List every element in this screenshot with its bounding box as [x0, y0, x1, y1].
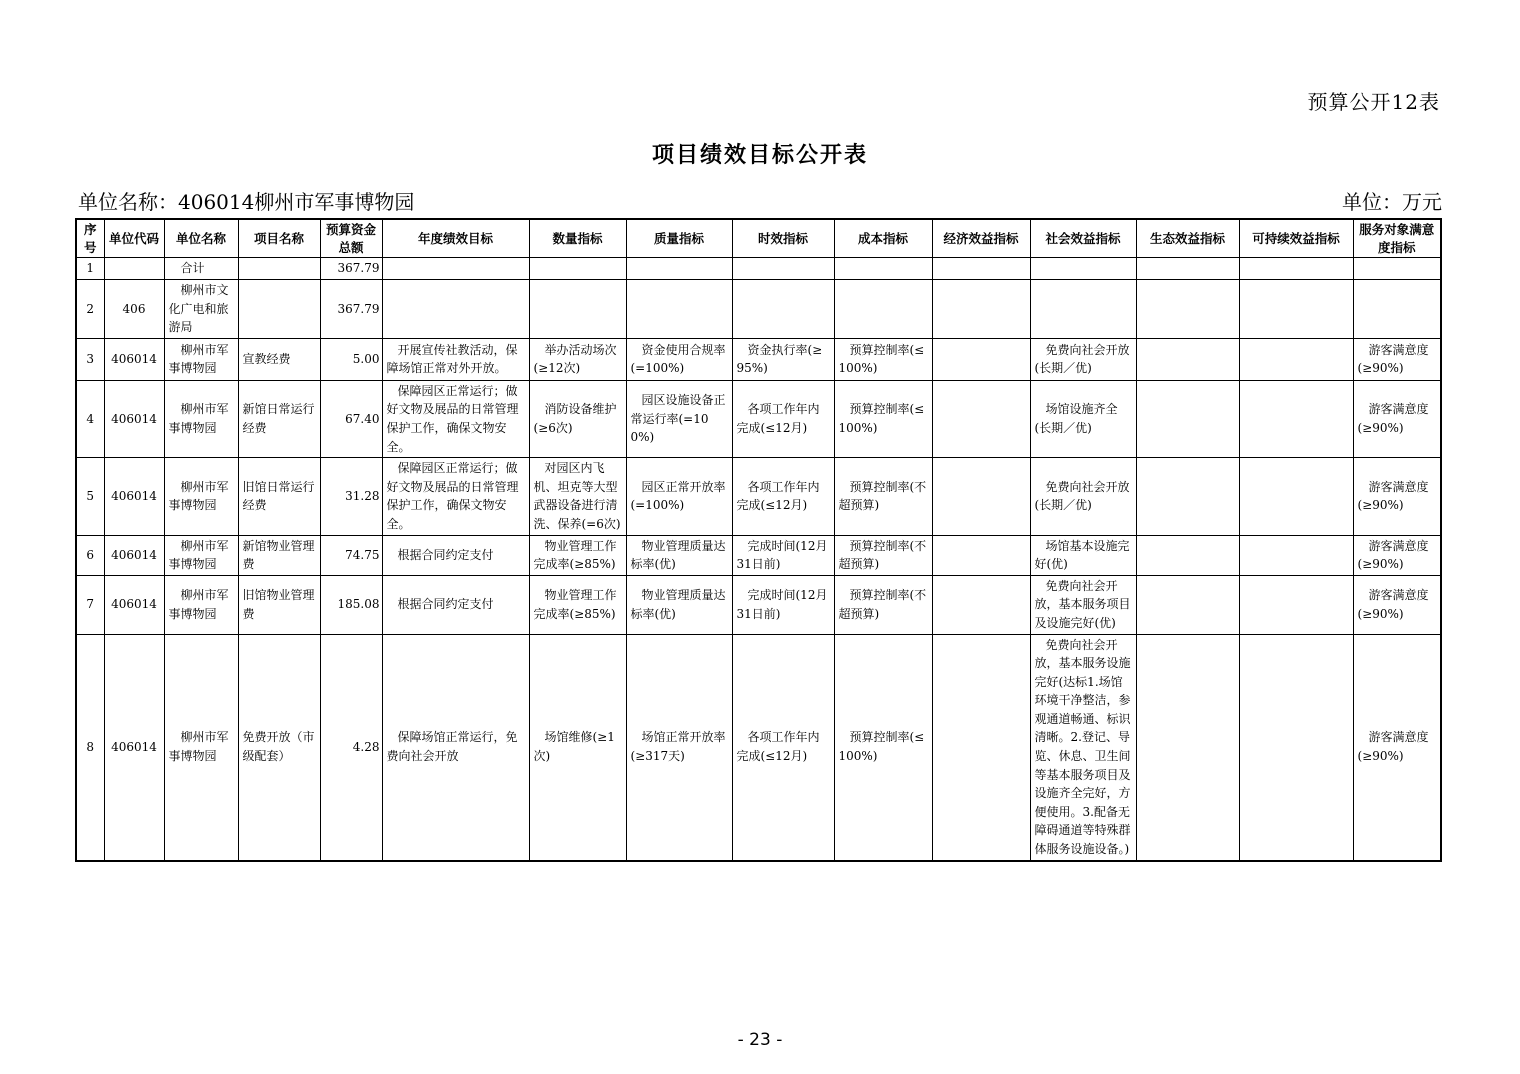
table-cell [382, 258, 529, 280]
table-cell: 预算控制率(不超预算) [834, 575, 932, 634]
header-cell-5: 年度绩效目标 [382, 219, 529, 258]
table-cell [1136, 634, 1239, 861]
table-cell: 预算控制率(≤100%) [834, 338, 932, 380]
table-cell [1136, 535, 1239, 575]
table-cell: 游客满意度(≥90%) [1353, 634, 1441, 861]
table-cell: 游客满意度(≥90%) [1353, 338, 1441, 380]
table-cell [104, 258, 164, 280]
table-cell: 根据合同约定支付 [382, 535, 529, 575]
table-cell: 柳州市军事博物园 [164, 380, 238, 457]
header-cell-14: 服务对象满意度指标 [1353, 219, 1441, 258]
table-cell: 406014 [104, 575, 164, 634]
table-cell [1136, 258, 1239, 280]
table-cell [1353, 280, 1441, 339]
table-cell: 6 [76, 535, 104, 575]
table-cell: 对园区内飞机、坦克等大型武器设备进行清洗、保养(=6次) [529, 458, 626, 535]
header-cell-4: 预算资金总额 [320, 219, 382, 258]
header-cell-11: 社会效益指标 [1030, 219, 1136, 258]
table-cell: 柳州市军事博物园 [164, 535, 238, 575]
table-row [76, 535, 1441, 575]
table-cell [932, 535, 1030, 575]
table-cell [932, 458, 1030, 535]
table-cell [529, 258, 626, 280]
table-cell [1239, 258, 1353, 280]
header-cell-2: 单位名称 [164, 219, 238, 258]
table-row [76, 575, 1441, 634]
table-cell: 367.79 [320, 258, 382, 280]
table-cell: 完成时间(12月31日前) [732, 575, 834, 634]
table-cell: 场馆维修(≥1次) [529, 634, 626, 861]
header-cell-1: 单位代码 [104, 219, 164, 258]
table-meta-row [78, 186, 1442, 215]
table-cell: 5.00 [320, 338, 382, 380]
table-cell: 4 [76, 380, 104, 457]
unit-name-label: 单位名称：406014柳州市军事博物园 [78, 190, 415, 214]
table-cell [1239, 575, 1353, 634]
table-header [76, 219, 1441, 258]
table-cell: 预算控制率(不超预算) [834, 535, 932, 575]
table-cell: 1 [76, 258, 104, 280]
table-cell [1239, 458, 1353, 535]
table-cell [1239, 380, 1353, 457]
doc-series-label: 预算公开12表 [1307, 90, 1440, 114]
table-cell: 合计 [164, 258, 238, 280]
table-cell: 3 [76, 338, 104, 380]
table-cell [732, 258, 834, 280]
table-cell [932, 575, 1030, 634]
unit-money-label: 单位：万元 [1342, 190, 1442, 214]
table-cell: 406014 [104, 338, 164, 380]
table-cell: 406014 [104, 380, 164, 457]
table-cell: 旧馆日常运行经费 [238, 458, 320, 535]
table-cell [834, 258, 932, 280]
table-cell: 柳州市军事博物园 [164, 575, 238, 634]
table-cell: 预算控制率(≤100%) [834, 380, 932, 457]
table-cell: 免费向社会开放，基本服务设施完好(达标1.场馆环境干净整洁，参观通道畅通、标识清晰。2.登记、导览、休息、卫生间等基本服务项目及设施齐全完好，方便使用。3.配备无障碍通道等特殊群体服务设施设备。) [1030, 634, 1136, 861]
table-cell: 柳州市军事博物园 [164, 458, 238, 535]
table-cell: 物业管理质量达标率(优) [626, 535, 732, 575]
table-cell: 67.40 [320, 380, 382, 457]
table-cell: 31.28 [320, 458, 382, 535]
table-cell: 406014 [104, 634, 164, 861]
table-cell [1030, 258, 1136, 280]
table-cell: 开展宣传社教活动，保障场馆正常对外开放。 [382, 338, 529, 380]
table-cell: 185.08 [320, 575, 382, 634]
header-cell-0: 序号 [76, 219, 104, 258]
table-cell: 各项工作年内完成(≤12月) [732, 634, 834, 861]
table-cell: 4.28 [320, 634, 382, 861]
header-cell-8: 时效指标 [732, 219, 834, 258]
table-cell: 消防设备维护(≥6次) [529, 380, 626, 457]
table-cell [1136, 280, 1239, 339]
table-body [76, 258, 1441, 861]
table-cell [834, 280, 932, 339]
table-cell [238, 280, 320, 339]
table-cell: 7 [76, 575, 104, 634]
table-cell [1353, 258, 1441, 280]
table-cell: 物业管理质量达标率(优) [626, 575, 732, 634]
table-cell: 举办活动场次(≥12次) [529, 338, 626, 380]
table-cell: 免费开放（市级配套） [238, 634, 320, 861]
table-cell: 406014 [104, 535, 164, 575]
table-cell: 游客满意度(≥90%) [1353, 380, 1441, 457]
table-cell: 完成时间(12月31日前) [732, 535, 834, 575]
table-cell: 物业管理工作完成率(≥85%) [529, 535, 626, 575]
table-cell: 旧馆物业管理费 [238, 575, 320, 634]
table-cell: 5 [76, 458, 104, 535]
header-cell-9: 成本指标 [834, 219, 932, 258]
table-cell: 游客满意度(≥90%) [1353, 535, 1441, 575]
header-cell-13: 可持续效益指标 [1239, 219, 1353, 258]
table-cell: 资金执行率(≥95%) [732, 338, 834, 380]
table-row [76, 280, 1441, 339]
table-cell [626, 280, 732, 339]
table-cell [382, 280, 529, 339]
header-cell-12: 生态效益指标 [1136, 219, 1239, 258]
header-cell-10: 经济效益指标 [932, 219, 1030, 258]
table-cell [932, 338, 1030, 380]
table-cell: 各项工作年内完成(≤12月) [732, 380, 834, 457]
header-row [76, 219, 1441, 258]
table-cell [932, 280, 1030, 339]
header-cell-6: 数量指标 [529, 219, 626, 258]
table-cell: 保障场馆正常运行，免费向社会开放 [382, 634, 529, 861]
table-cell [1239, 338, 1353, 380]
table-row [76, 338, 1441, 380]
table-cell: 场馆设施齐全(长期／优) [1030, 380, 1136, 457]
table-cell [1030, 280, 1136, 339]
table-cell [732, 280, 834, 339]
table-cell [932, 258, 1030, 280]
table-cell: 柳州市文化广电和旅游局 [164, 280, 238, 339]
table-cell [626, 258, 732, 280]
table-row [76, 458, 1441, 535]
table-cell: 各项工作年内完成(≤12月) [732, 458, 834, 535]
table-cell [1239, 634, 1353, 861]
table-cell [1239, 535, 1353, 575]
table-cell: 8 [76, 634, 104, 861]
performance-table [75, 218, 1442, 862]
table-cell: 场馆正常开放率(≥317天) [626, 634, 732, 861]
table-cell: 74.75 [320, 535, 382, 575]
table-cell: 免费向社会开放(长期／优) [1030, 338, 1136, 380]
table-cell: 406014 [104, 458, 164, 535]
header-cell-7: 质量指标 [626, 219, 732, 258]
table-cell: 2 [76, 280, 104, 339]
table-cell [932, 380, 1030, 457]
table-cell: 宣教经费 [238, 338, 320, 380]
table-cell: 367.79 [320, 280, 382, 339]
page-number: - 23 - [737, 1030, 783, 1050]
table-cell: 园区设施设备正常运行率(=100%) [626, 380, 732, 457]
table-cell: 柳州市军事博物园 [164, 338, 238, 380]
table-cell: 预算控制率(≤100%) [834, 634, 932, 861]
table-cell: 物业管理工作完成率(≥85%) [529, 575, 626, 634]
table-cell: 根据合同约定支付 [382, 575, 529, 634]
table-cell: 预算控制率(不超预算) [834, 458, 932, 535]
table-cell: 免费向社会开放(长期／优) [1030, 458, 1136, 535]
table-cell: 新馆日常运行经费 [238, 380, 320, 457]
table-cell [1136, 338, 1239, 380]
table-cell [238, 258, 320, 280]
table-row [76, 258, 1441, 280]
table-cell: 保障园区正常运行；做好文物及展品的日常管理保护工作，确保文物安全。 [382, 380, 529, 457]
table-cell [1136, 380, 1239, 457]
header-cell-3: 项目名称 [238, 219, 320, 258]
table-cell: 406 [104, 280, 164, 339]
table-cell: 资金使用合规率(=100%) [626, 338, 732, 380]
table-cell: 新馆物业管理费 [238, 535, 320, 575]
table-row [76, 380, 1441, 457]
table-row [76, 634, 1441, 861]
table-cell: 游客满意度(≥90%) [1353, 575, 1441, 634]
page-title: 项目绩效目标公开表 [651, 142, 868, 168]
table-cell [1239, 280, 1353, 339]
table-cell [932, 634, 1030, 861]
table-cell: 免费向社会开放，基本服务项目及设施完好(优) [1030, 575, 1136, 634]
table-cell: 保障园区正常运行；做好文物及展品的日常管理保护工作，确保文物安全。 [382, 458, 529, 535]
table-cell: 柳州市军事博物园 [164, 634, 238, 861]
table-cell [1136, 575, 1239, 634]
table-cell [1136, 458, 1239, 535]
table-cell [529, 280, 626, 339]
table-cell: 游客满意度(≥90%) [1353, 458, 1441, 535]
table-cell: 场馆基本设施完好(优) [1030, 535, 1136, 575]
table-cell: 园区正常开放率(=100%) [626, 458, 732, 535]
